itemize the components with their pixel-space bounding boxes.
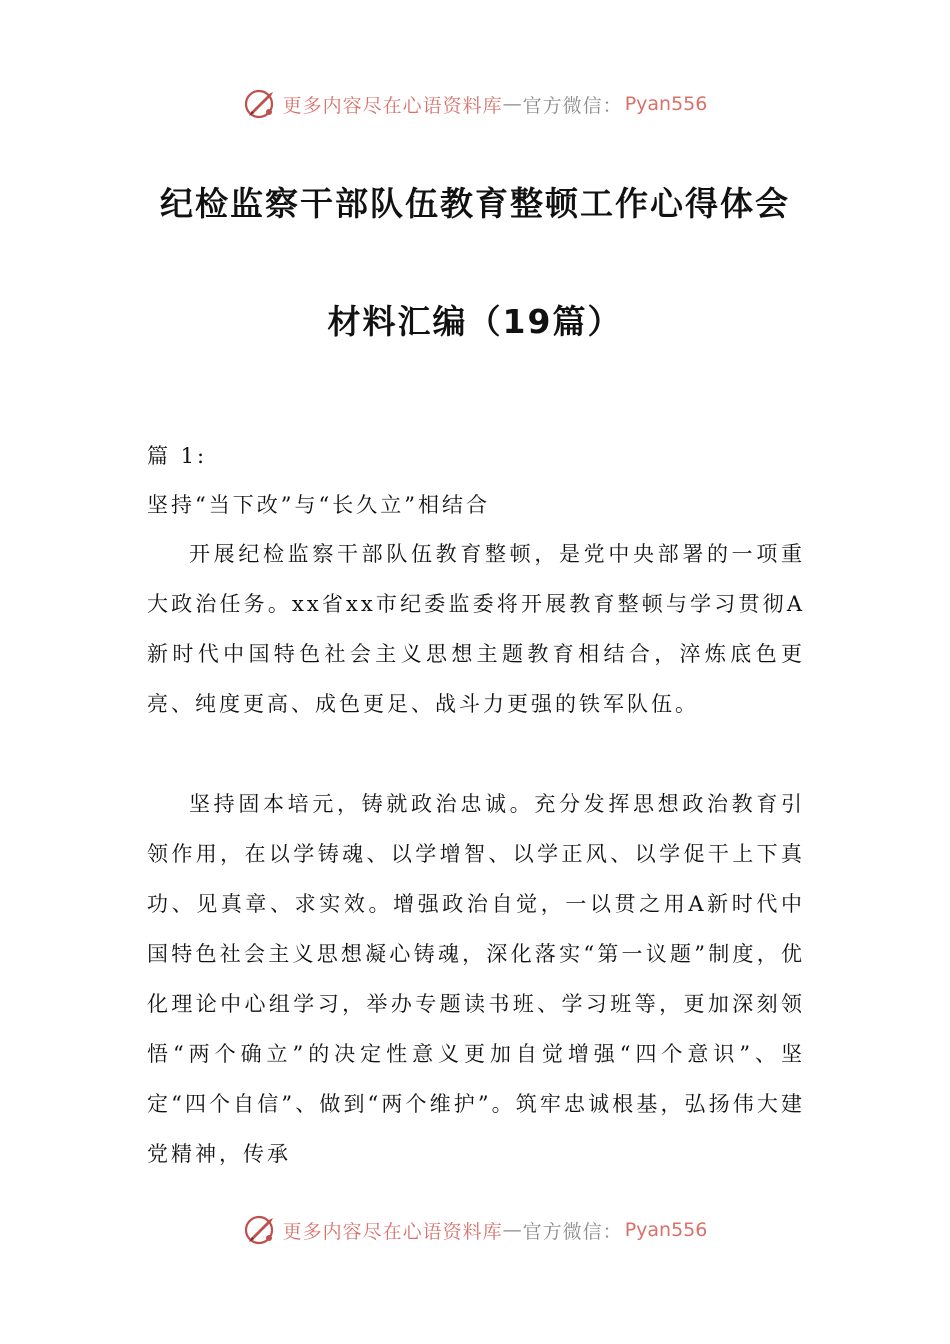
watermark-main-text: 更多内容尽在心语资料库 xyxy=(282,1220,503,1243)
section-subtitle: 坚持“当下改”与“长久立”相结合 xyxy=(147,493,490,517)
document-title-line2: 材料汇编（19篇） xyxy=(327,302,623,341)
watermark-label: 官方微信： xyxy=(522,94,623,117)
watermark-dash: — xyxy=(502,93,523,115)
paragraph-text: 坚持固本培元，铸就政治忠诚。充分发挥思想政治教育引领作用，在以学铸魂、以学增智、以学正风、以学促干上下真功、见真章、求实效。增强政治自觉，一以贯之用A新时代中国特色社会主义思想凝心铸魂，深化落实“第一议题”制度，优化理论中心组学习，举办专题读书班、学习班等，更加深刻领悟“两个确立”的决定性意义更加自觉增强“四个意识”、坚定“四个自信”、做到“两个维护”。筑牢忠诚根基，弘扬伟大建党精神，传承 xyxy=(147,792,805,1166)
body-paragraph-2 xyxy=(147,779,805,1179)
watermark-dash: — xyxy=(502,1219,523,1241)
watermark-header xyxy=(0,84,950,124)
watermark-wechat-id: Pyan556 xyxy=(624,1219,708,1241)
paragraph-text: 开展纪检监察干部队伍教育整顿，是党中央部署的一项重大政治任务。xx省xx市纪委监委将开展教育整顿与学习贯彻A新时代中国特色社会主义思想主题教育相结合，淬炼底色更亮、纯度更高、成色更足、战斗力更强的铁军队伍。 xyxy=(147,542,805,716)
watermark-footer xyxy=(0,1210,950,1250)
chapter-label: 篇 1: xyxy=(147,444,208,468)
body-paragraph-1 xyxy=(147,529,805,729)
watermark-wechat-id: Pyan556 xyxy=(624,93,708,115)
watermark-main-text: 更多内容尽在心语资料库 xyxy=(282,94,503,117)
pen-logo-icon xyxy=(243,1212,279,1248)
watermark-label: 官方微信： xyxy=(522,1220,623,1243)
pen-logo-icon xyxy=(243,86,279,122)
document-title-line1: 纪检监察干部队伍教育整顿工作心得体会 xyxy=(160,184,790,223)
